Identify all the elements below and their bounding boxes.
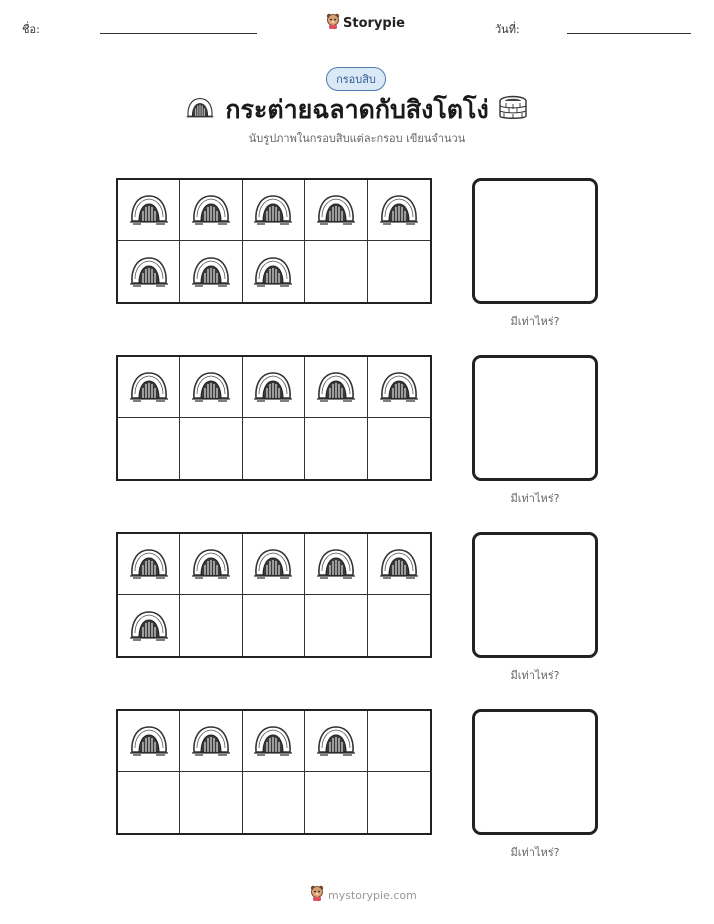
ten-frame-cell bbox=[305, 711, 367, 772]
footer bbox=[310, 885, 417, 905]
ten-frame-cell bbox=[305, 772, 367, 833]
ten-frame-cell bbox=[368, 241, 430, 302]
ten-frame-cell bbox=[243, 418, 305, 479]
ten-frame-cell bbox=[368, 534, 430, 595]
cave-icon bbox=[316, 191, 356, 229]
ten-frame-cell bbox=[118, 711, 180, 772]
ten-frame-cell bbox=[368, 595, 430, 656]
ten-frame-cell bbox=[180, 241, 242, 302]
cave-icon bbox=[253, 191, 293, 229]
answer-box-1[interactable] bbox=[472, 178, 598, 304]
cave-icon bbox=[253, 368, 293, 406]
cave-icon bbox=[129, 253, 169, 291]
ten-frame-cell bbox=[305, 534, 367, 595]
ten-frame-cell bbox=[118, 595, 180, 656]
name-label: ชื่อ: bbox=[22, 23, 40, 36]
ten-frame-cell bbox=[305, 241, 367, 302]
ten-frame-cell bbox=[180, 180, 242, 241]
how-many-label-4: มีเท่าไหร่? bbox=[510, 846, 560, 859]
cave-icon bbox=[129, 722, 169, 760]
ten-frame-cell bbox=[180, 418, 242, 479]
topic-badge: กรอบสิบ bbox=[326, 67, 386, 91]
cave-icon bbox=[316, 368, 356, 406]
ten-frame-2 bbox=[116, 355, 432, 481]
answer-box-2[interactable] bbox=[472, 355, 598, 481]
cave-icon bbox=[191, 545, 231, 583]
well-icon bbox=[497, 94, 529, 126]
ten-frame-cell bbox=[243, 180, 305, 241]
ten-frame-cell bbox=[368, 772, 430, 833]
how-many-label-1: มีเท่าไหร่? bbox=[510, 315, 560, 328]
ten-frame-cell bbox=[368, 711, 430, 772]
ten-frame-cell bbox=[243, 595, 305, 656]
ten-frame-cell bbox=[368, 357, 430, 418]
ten-frame-cell bbox=[180, 595, 242, 656]
ten-frame-cell bbox=[118, 357, 180, 418]
date-write-line[interactable] bbox=[567, 33, 691, 34]
cave-icon bbox=[379, 368, 419, 406]
ten-frame-cell bbox=[243, 534, 305, 595]
answer-box-3[interactable] bbox=[472, 532, 598, 658]
ten-frame-cell bbox=[180, 772, 242, 833]
name-write-line[interactable] bbox=[100, 33, 257, 34]
date-label: วันที่: bbox=[495, 23, 520, 36]
storypie-mascot-icon bbox=[326, 13, 340, 33]
ten-frame-cell bbox=[305, 595, 367, 656]
ten-frame-cell bbox=[118, 180, 180, 241]
answer-box-4[interactable] bbox=[472, 709, 598, 835]
cave-icon bbox=[316, 722, 356, 760]
ten-frame-cell bbox=[305, 418, 367, 479]
ten-frame-1 bbox=[116, 178, 432, 304]
worksheet-title: กระต่ายฉลาดกับสิงโตโง่ bbox=[225, 95, 489, 124]
ten-frame-cell bbox=[368, 180, 430, 241]
how-many-label-3: มีเท่าไหร่? bbox=[510, 669, 560, 682]
ten-frame-cell bbox=[305, 357, 367, 418]
ten-frame-cell bbox=[180, 711, 242, 772]
cave-icon bbox=[253, 253, 293, 291]
ten-frame-4 bbox=[116, 709, 432, 835]
ten-frame-cell bbox=[305, 180, 367, 241]
ten-frame-cell bbox=[118, 241, 180, 302]
cave-icon bbox=[253, 722, 293, 760]
ten-frame-cell bbox=[243, 711, 305, 772]
brand-logo bbox=[326, 13, 405, 33]
cave-icon bbox=[191, 722, 231, 760]
ten-frame-cell bbox=[118, 418, 180, 479]
ten-frame-cell bbox=[118, 534, 180, 595]
storypie-mascot-icon bbox=[310, 885, 324, 905]
ten-frame-cell bbox=[180, 534, 242, 595]
brand-name: Storypie bbox=[343, 15, 405, 31]
footer-url: mystorypie.com bbox=[328, 888, 417, 902]
ten-frame-cell bbox=[243, 357, 305, 418]
cave-icon bbox=[129, 607, 169, 645]
ten-frame-cell bbox=[180, 357, 242, 418]
cave-icon bbox=[191, 191, 231, 229]
cave-icon bbox=[253, 545, 293, 583]
cave-icon bbox=[191, 253, 231, 291]
ten-frame-cell bbox=[243, 241, 305, 302]
ten-frame-cell bbox=[118, 772, 180, 833]
cave-icon bbox=[379, 545, 419, 583]
cave-icon bbox=[316, 545, 356, 583]
cave-icon bbox=[129, 545, 169, 583]
cave-icon bbox=[379, 191, 419, 229]
cave-icon bbox=[129, 191, 169, 229]
ten-frame-3 bbox=[116, 532, 432, 658]
ten-frame-cell bbox=[243, 772, 305, 833]
instructions: นับรูปภาพในกรอบสิบแต่ละกรอบ เขียนจำนวน bbox=[248, 132, 466, 145]
ten-frame-cell bbox=[368, 418, 430, 479]
cave-icon bbox=[191, 368, 231, 406]
cave-icon bbox=[129, 368, 169, 406]
how-many-label-2: มีเท่าไหร่? bbox=[510, 492, 560, 505]
